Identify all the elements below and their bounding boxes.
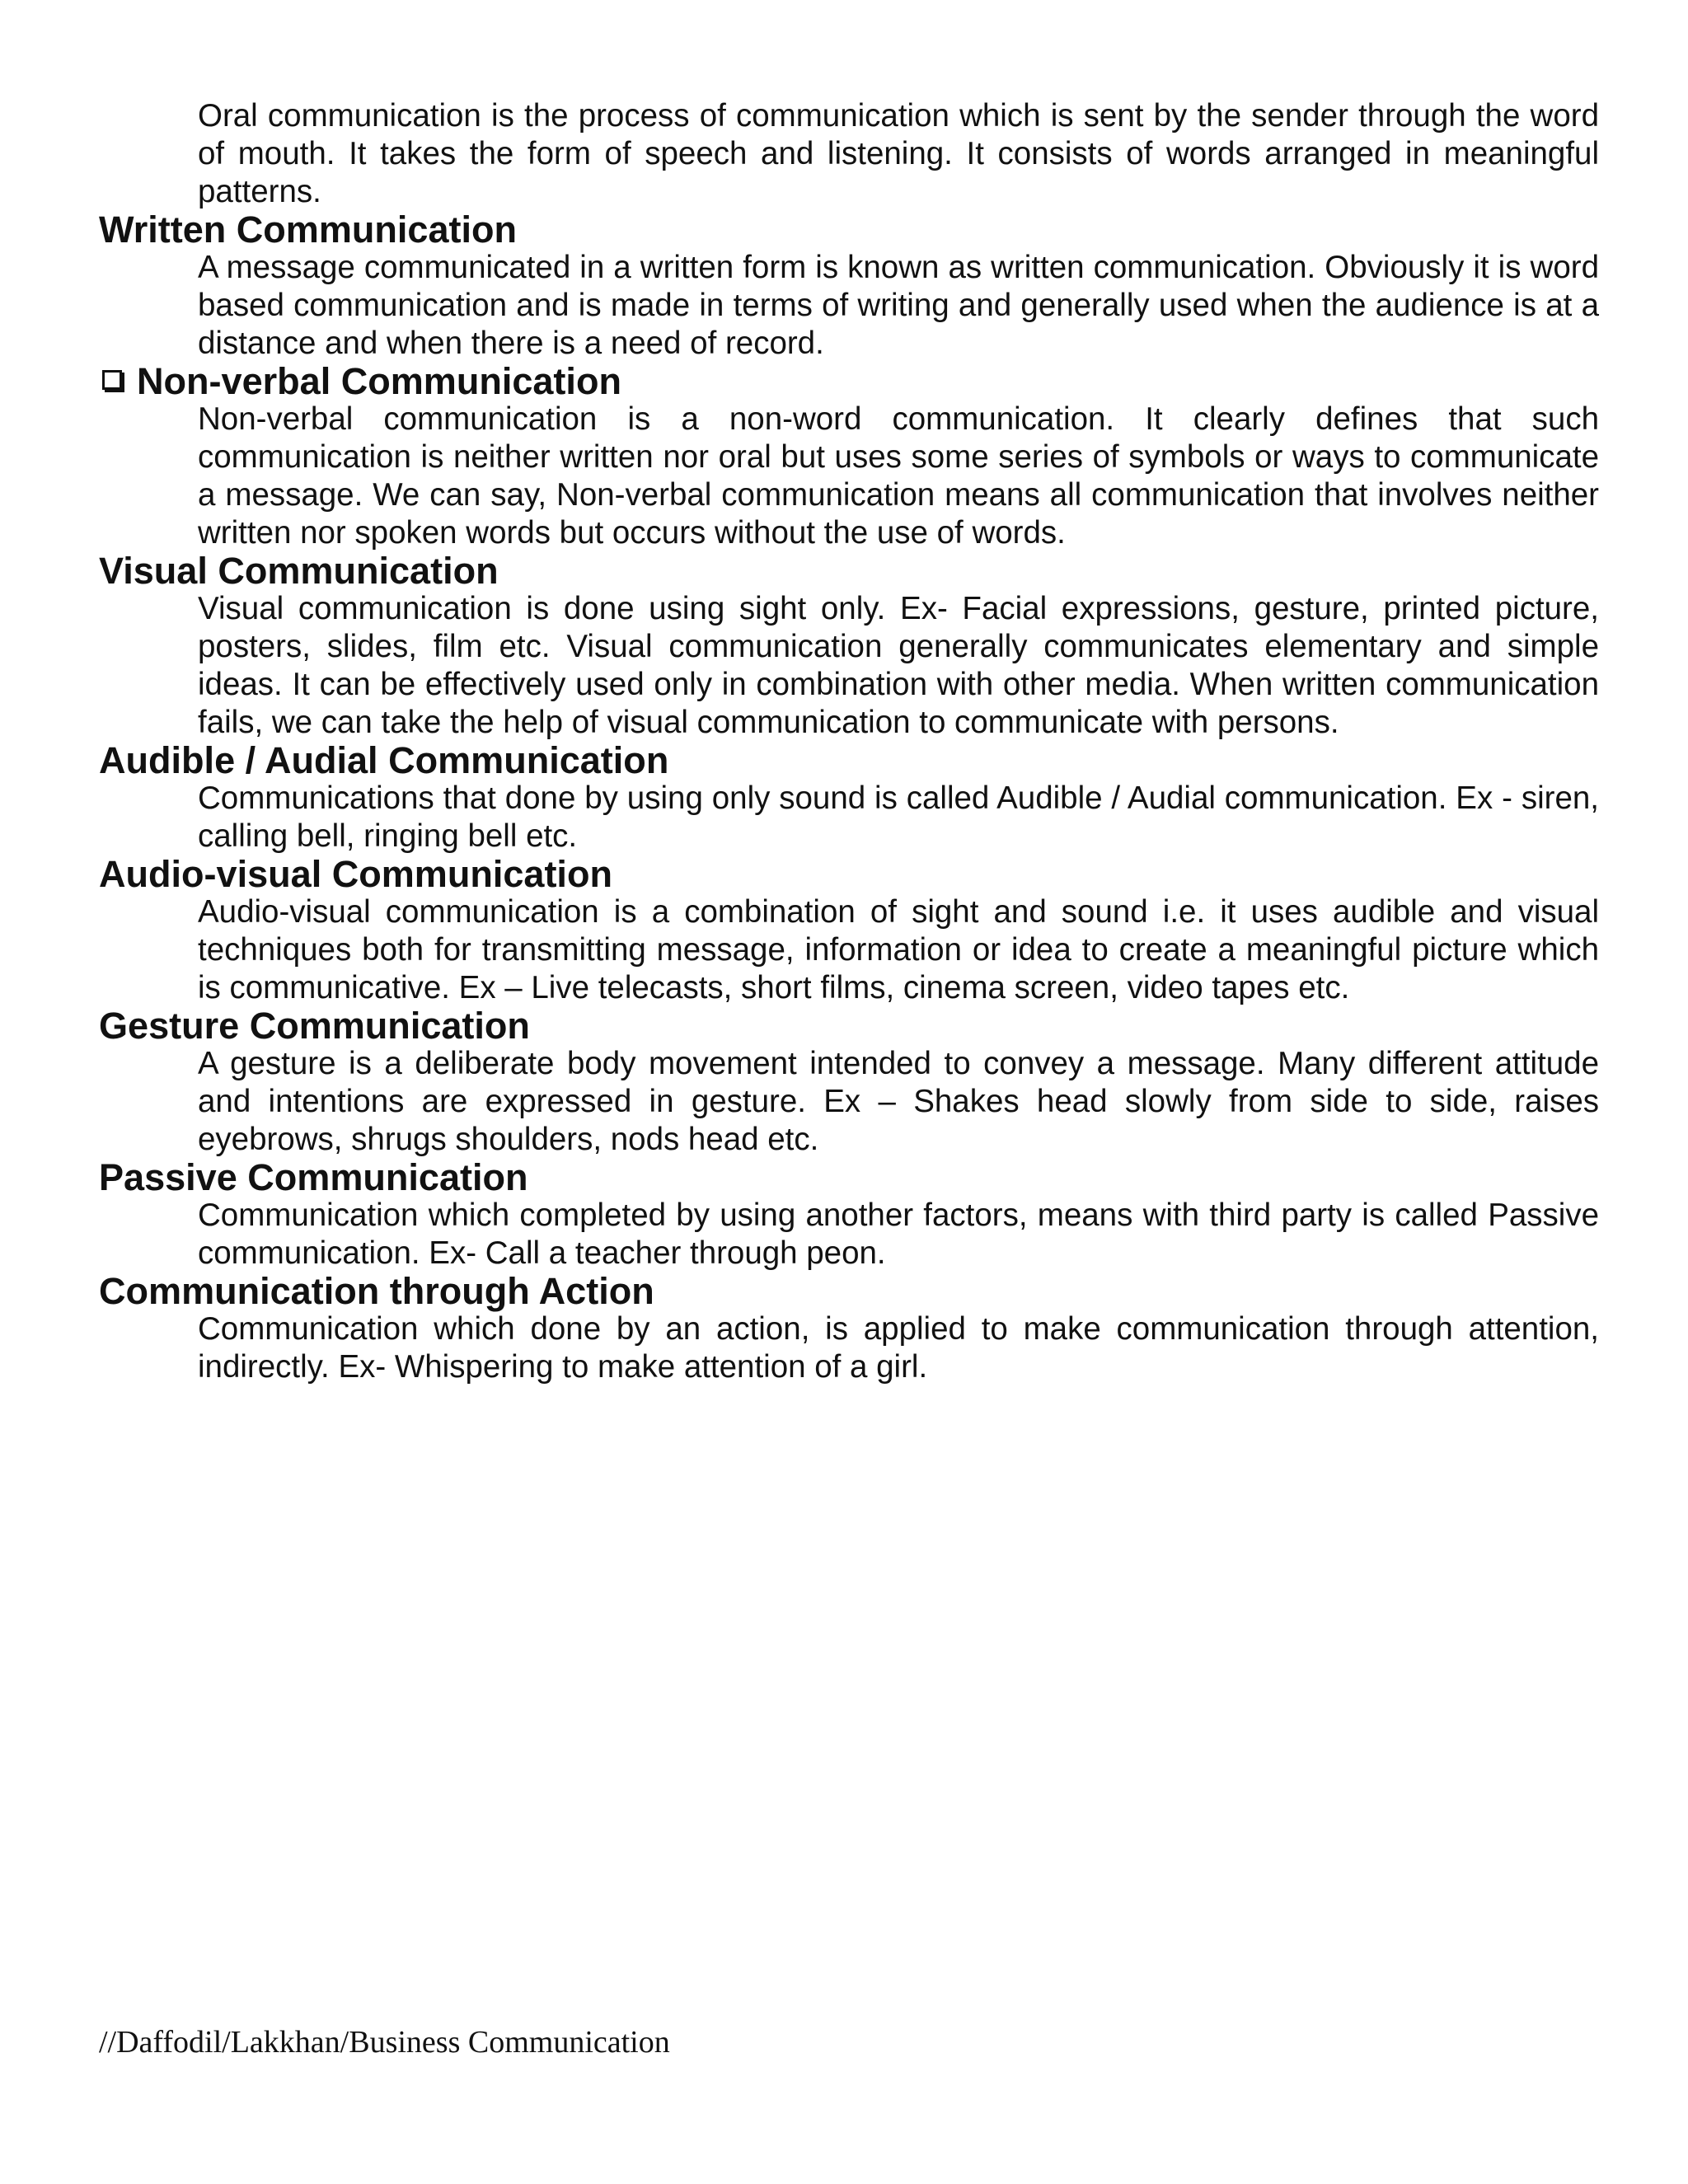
paragraph-audio-visual-communication: Audio-visual communication is a combination of sight and sound i.e. it uses audible and visual techniques both for transmitting message, information or idea to create a meaningful picture which is communicative. Ex – Live telecasts, short films, cinema screen, video tapes etc. (198, 894, 1599, 1005)
heading-non-verbal-label: Non-verbal Communication (137, 360, 621, 402)
paragraph-gesture-communication: A gesture is a deliberate body movement intended to convey a message. Many different attitude and intentions are expressed in gesture. Ex – Shakes head slowly from side to side, raises eyebrows, shrugs shoulders, nods head etc. (198, 1046, 1599, 1157)
heading-passive-communication: Passive Communication (99, 1156, 528, 1198)
paragraph-visual-communication: Visual communication is done using sight only. Ex- Facial expressions, gesture, printed picture, posters, slides, film etc. Visual communication generally communicates elementary and simple ideas. It can be effectively used only in combination with other media. When written communication fails, we can take the help of visual communication to communicate with persons. (198, 591, 1599, 740)
heading-audio-visual-communication: Audio-visual Communication (99, 853, 612, 895)
heading-written-communication: Written Communication (99, 209, 518, 251)
checkbox-bullet-icon (102, 370, 122, 390)
document-body (99, 97, 1599, 1386)
page-footer: //Daffodil/Lakkhan/Business Communication (99, 2025, 670, 2060)
heading-audible-communication: Audible / Audial Communication (99, 739, 669, 781)
heading-visual-communication: Visual Communication (99, 550, 499, 592)
paragraph-oral-communication: Oral communication is the process of communication which is sent by the sender through the word of mouth. It takes the form of speech and listening. It consists of words arranged in meaningful patterns. (198, 98, 1599, 209)
paragraph-non-verbal-communication: Non-verbal communication is a non-word communication. It clearly defines that such communication is neither written nor oral but uses some series of symbols or ways to communicate a message. We can say, Non-verbal communication means all communication that involves neither written nor spoken words but occurs without the use of words. (198, 401, 1599, 551)
heading-non-verbal-communication (99, 360, 1599, 402)
paragraph-passive-communication: Communication which completed by using another factors, means with third party is called Passive communication. Ex- Call a teacher through peon. (198, 1197, 1599, 1271)
paragraph-audible-communication: Communications that done by using only sound is called Audible / Audial communication. Ex - siren, calling bell, ringing bell etc. (198, 780, 1599, 854)
paragraph-communication-through-action: Communication which done by an action, is applied to make communication through attention, indirectly. Ex- Whispering to make attention of a girl. (198, 1311, 1599, 1385)
heading-communication-through-action: Communication through Action (99, 1270, 654, 1312)
heading-gesture-communication: Gesture Communication (99, 1005, 530, 1047)
paragraph-written-communication: A message communicated in a written form is known as written communication. Obviously it is word based communication and is made in terms of writing and generally used when the audience is at a distance and when there is a need of record. (198, 250, 1599, 361)
